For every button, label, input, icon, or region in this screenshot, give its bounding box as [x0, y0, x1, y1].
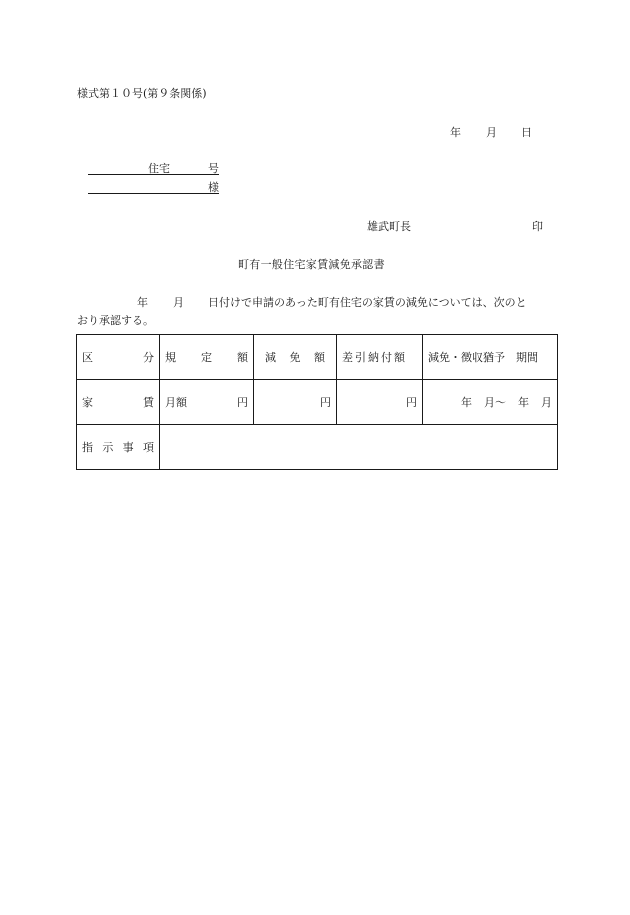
period-from-year: 年	[461, 396, 472, 409]
rent-label-char: 賃	[143, 396, 154, 409]
name-field-line[interactable]	[88, 179, 219, 194]
reduction-amount-cell[interactable]	[254, 380, 337, 425]
body-text-line1: 日付けで申請のあった町有住宅の家賃の減免については、次のと	[208, 296, 527, 309]
period-from-month: 月〜	[484, 396, 506, 409]
header-reduction-char: 額	[314, 351, 325, 364]
body-month-label: 月	[173, 296, 184, 309]
header-category-char: 区	[82, 351, 93, 364]
body-year-label: 年	[137, 296, 148, 309]
period-to-month: 月	[541, 396, 552, 409]
header-regular-amount	[160, 335, 254, 380]
date-year-label: 年	[450, 126, 461, 139]
rent-row	[77, 380, 558, 425]
body-text-line2: おり承認する。	[77, 314, 154, 327]
yen-unit: 円	[237, 396, 248, 409]
seal-mark: 印	[532, 220, 543, 233]
number-suffix: 号	[208, 162, 219, 175]
header-reduction-char: 減	[265, 351, 276, 364]
instructions-row	[77, 425, 558, 470]
header-period-text: 減免・徴収猶予 期間	[428, 351, 538, 364]
table-header-row	[77, 335, 558, 380]
housing-label: 住宅	[148, 162, 170, 175]
monthly-label: 月額	[165, 396, 187, 409]
period-to-year: 年	[518, 396, 529, 409]
instructions-label-char: 指	[82, 441, 93, 454]
rent-label-char: 家	[82, 396, 93, 409]
instructions-label-char: 示	[102, 441, 114, 454]
regular-amount-cell[interactable]	[160, 380, 254, 425]
issuer-name: 雄武町長	[367, 220, 411, 233]
header-period	[423, 335, 558, 380]
header-regular-char: 規	[165, 351, 176, 364]
header-regular-char: 額	[237, 351, 248, 364]
header-reduction-char: 免	[289, 351, 301, 364]
rent-reduction-table	[76, 334, 558, 470]
period-cell[interactable]	[423, 380, 558, 425]
header-net-payment-text: 差引納付額	[342, 351, 407, 364]
net-payment-cell[interactable]	[337, 380, 423, 425]
rent-label	[77, 380, 160, 425]
header-net-payment	[337, 335, 423, 380]
yen-unit: 円	[406, 396, 417, 409]
header-category-char: 分	[143, 351, 154, 364]
date-month-label: 月	[486, 126, 497, 139]
honorific-suffix: 様	[208, 181, 219, 194]
document-title: 町有一般住宅家賃減免承認書	[238, 258, 385, 271]
header-reduction-amount	[254, 335, 337, 380]
form-number: 様式第１０号(第９条関係)	[77, 87, 207, 100]
instructions-label-char: 項	[142, 441, 154, 454]
header-category	[77, 335, 160, 380]
instructions-label	[77, 425, 160, 470]
header-regular-char: 定	[201, 351, 212, 364]
instructions-value-cell[interactable]	[160, 425, 558, 470]
instructions-label-char: 事	[122, 441, 134, 454]
yen-unit: 円	[320, 396, 331, 409]
date-day-label: 日	[521, 126, 532, 139]
